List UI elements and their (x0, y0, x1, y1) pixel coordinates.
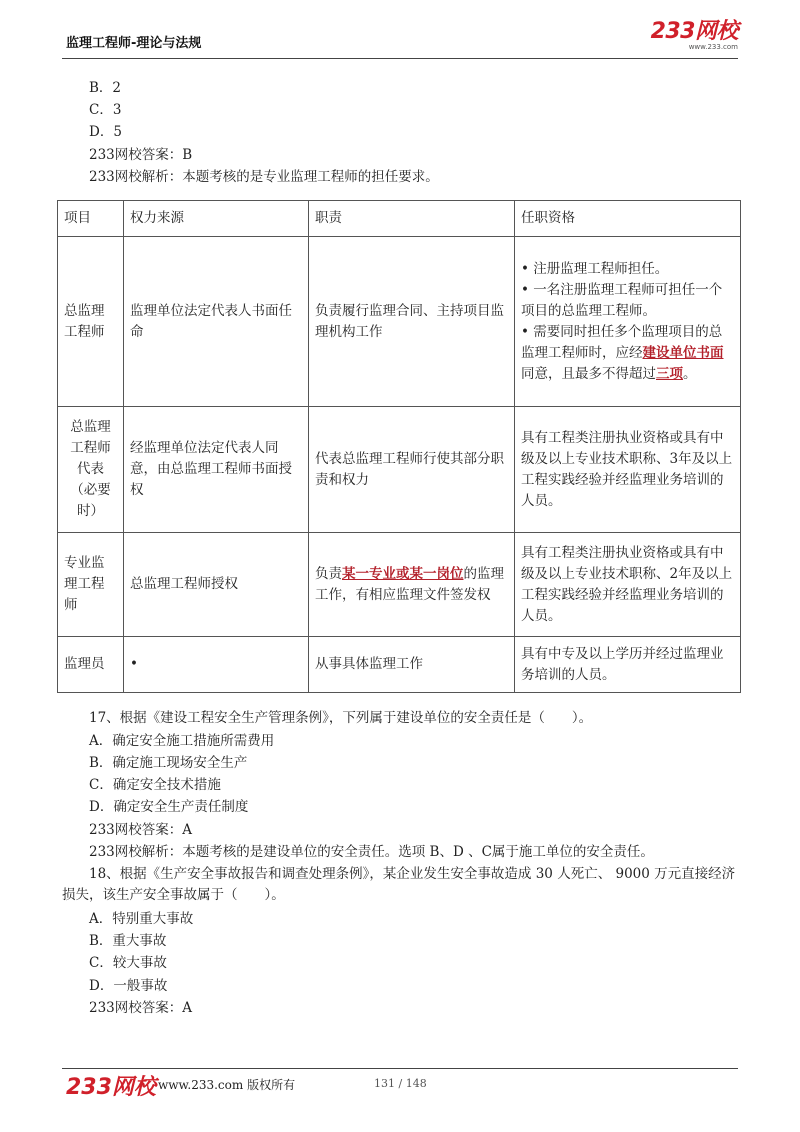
bullet-text: 同意，且最多不得超过 (521, 365, 656, 382)
question-18-stem: 18、根据《生产安全事故报告和调查处理条例》，某企业发生安全事故造成 30 人死亡、 9000 万元直接经济损失，该生产安全事故属于（ ）。 (62, 866, 736, 903)
role-cell: 监理员 (58, 637, 124, 693)
page-header (62, 19, 738, 59)
q18-option-a: A．特别重大事故 (89, 911, 194, 927)
page-number: 131 / 148 (374, 1077, 427, 1090)
q17-option-b: B．确定施工现场安全生产 (89, 755, 248, 771)
header-title: 监理工程师-理论与法规 (66, 36, 202, 51)
table-header-cell: 职责 (309, 201, 515, 237)
option-b: B．2 (89, 80, 122, 96)
qualification-cell: 具有中专及以上学历并经过监理业务培训的人员。 (515, 637, 741, 693)
duty-cell: 代表总监理工程师行使其部分职责和权力 (309, 407, 515, 533)
bullet-text: • 需要同时担任多个监理项目的总监理工程师时，应经 (521, 323, 723, 361)
q17-analysis: 233网校解析：本题考核的是建设单位的安全责任。选项 B、D 、C属于施工单位的安全责任。 (89, 844, 654, 860)
highlight-term: 建设单位书面 (642, 344, 724, 361)
qualification-bullet (521, 322, 734, 385)
table-header-cell: 权力来源 (124, 201, 309, 237)
table-row (58, 637, 741, 693)
duty-text: 的监理工作，有相应监理文件签发权 (315, 565, 504, 603)
q18-option-b: B．重大事故 (89, 933, 167, 949)
table-row (58, 407, 741, 533)
bullet-text: 。 (683, 365, 697, 382)
table-row (58, 533, 741, 637)
q17-answer: 233网校答案：A (89, 822, 193, 838)
qualification-bullet: • 注册监理工程师担任。 (521, 260, 669, 277)
highlight-term: 三项 (656, 365, 683, 382)
option-c: C．3 (89, 102, 122, 118)
duty-text: 负责 (315, 565, 342, 582)
table-row (58, 237, 741, 407)
qualification-bullet: • 一名注册监理工程师可担任一个项目的总监理工程师。 (521, 281, 723, 319)
qualification-cell (515, 237, 741, 407)
analysis-line: 233网校解析：本题考核的是专业监理工程师的担任要求。 (89, 169, 439, 185)
duty-cell: 从事具体监理工作 (309, 637, 515, 693)
duty-cell: 负责履行监理合同、主持项目监理机构工作 (309, 237, 515, 407)
footer-divider (62, 1068, 738, 1069)
q17-option-c: C．确定安全技术措施 (89, 777, 221, 793)
role-note: （必要时） (70, 482, 111, 519)
logo-text: 233网校 (650, 19, 738, 44)
q18-option-c: C．较大事故 (89, 955, 167, 971)
table-header-cell: 任职资格 (515, 201, 741, 237)
table-header-row (58, 201, 741, 237)
logo-url: www.233.com (688, 43, 738, 51)
qualification-cell: 具有工程类注册执业资格或具有中级及以上专业技术职称、2年及以上工程实践经验并经监理业务培训的人员。 (515, 533, 741, 637)
question-17-stem: 17、根据《建设工程安全生产管理条例》，下列属于建设单位的安全责任是（ ）。 (89, 710, 593, 726)
source-cell: 总监理工程师授权 (124, 533, 309, 637)
supervisor-requirements-table (57, 200, 741, 693)
q18-answer: 233网校答案：A (89, 1000, 193, 1016)
option-d: D．5 (89, 124, 122, 140)
brand-logo[interactable] (651, 20, 738, 51)
source-cell: • (124, 637, 309, 693)
q18-option-d: D．一般事故 (89, 978, 168, 994)
role-cell: 总监理工程师 (58, 237, 124, 407)
q17-option-a: A．确定安全施工措施所需费用 (89, 733, 275, 749)
role-cell: 专业监理工程师 (58, 533, 124, 637)
source-cell: 监理单位法定代表人书面任命 (124, 237, 309, 407)
role-text: 总监理工程师代表 (70, 419, 111, 477)
q17-option-d: D．确定安全生产责任制度 (89, 799, 249, 815)
role-cell (58, 407, 124, 533)
source-cell: 经监理单位法定代表人同意，由总监理工程师书面授权 (124, 407, 309, 533)
footer-copyright: www.233.com 版权所有 (158, 1078, 296, 1092)
answer-line: 233网校答案：B (89, 147, 193, 163)
footer-logo[interactable]: 233网校 (66, 1075, 156, 1100)
table-header-cell: 项目 (58, 201, 124, 237)
qualification-cell: 具有工程类注册执业资格或具有中级及以上专业技术职称、3年及以上工程实践经验并经监理业务培训的人员。 (515, 407, 741, 533)
highlight-term: 某一专业或某一岗位 (342, 565, 464, 582)
duty-cell (309, 533, 515, 637)
